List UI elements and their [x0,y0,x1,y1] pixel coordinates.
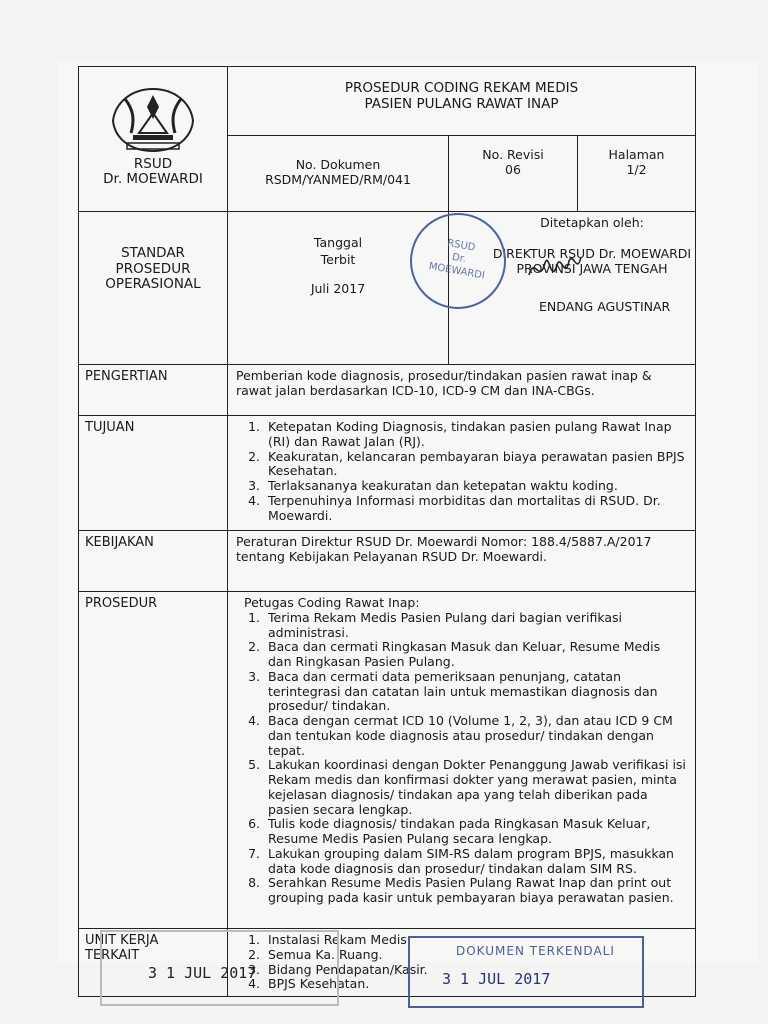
kebijakan-text: Peraturan Direktur RSUD Dr. Moewardi Nomor: 188.4/5887.A/2017 tentang Kebijakan Pelayanan RSUD Dr. Moewardi. [228,531,696,592]
prosedur-item: 3. Baca dan cermati data pemeriksaan penunjang, catatan terintegrasi dan catatan lain untuk memastikan diagnosis dan prosedur/ tindakan. [264,670,687,714]
prosedur-item: 1. Terima Rekam Medis Pasien Pulang dari bagian verifikasi administrasi. [264,611,687,641]
date-stamp-left [100,930,339,1006]
revision-value: 06 [505,161,521,177]
approved-by-label: Ditetapkan oleh: [540,215,644,230]
tujuan-item: 3. Terlaksananya keakuratan dan ketepatan waktu koding. [264,479,687,494]
revision-cell [449,136,578,212]
sop-line-2: PROSEDUR [115,260,191,277]
prosedur-item: 7. Lakukan grouping dalam SIM-RS dalam program BPJS, masukkan data kode diagnosis dan prosedur/ tindakan dalam SIM RS. [264,847,687,877]
tujuan-list [236,420,687,523]
tujuan-item: 4. Terpenuhinya Informasi morbiditas dan mortalitas di RSUD. Dr. Moewardi. [264,494,687,524]
kebijakan-label: KEBIJAKAN [79,531,228,592]
prosedur-item: 5. Lakukan koordinasi dengan Dokter Penanggung Jawab verifikasi isi Rekam medis dan konfirmasi dokter yang merawat pasien, minta kejelasan diagnosis/ tindakan apa yang telah diberikan pada pasien secara lengkap. [264,758,687,817]
unit-item: 2. Semua Ka. Ruang. [264,948,687,963]
unit-item: 1. Instalasi Rekam Medis. [264,933,687,948]
signer-name: ENDANG AGUSTINAR [539,299,671,314]
sop-line-3: OPERASIONAL [105,276,201,293]
director-line-2: PROVINSI JAWA TENGAH [516,260,668,276]
tujuan-content [228,416,696,531]
prosedur-item: 6. Tulis kode diagnosis/ tindakan pada Ringkasan Masuk Keluar, Resume Medis Pasien Pulang secara lengkap. [264,817,687,847]
director-line-1: DIREKTUR RSUD Dr. MOEWARDI [492,245,692,261]
signature-icon [525,245,585,295]
prosedur-item: 2. Baca dan cermati Ringkasan Masuk dan Keluar, Resume Medis dan Ringkasan Pasien Pulang. [264,640,687,670]
page-label: Halaman [608,147,665,162]
tujuan-item: 2. Keakuratan, kelancaran pembayaran biaya perawatan pasien BPJS Kesehatan. [264,450,687,480]
page-value: 1/2 [626,161,647,177]
hospital-full: Dr. MOEWARDI [103,171,203,188]
hospital-name [79,157,227,187]
issue-date-value: Juli 2017 [310,280,366,296]
issue-date-label-2: Terbit [320,251,356,267]
prosedur-item: 4. Baca dengan cermat ICD 10 (Volume 1, 2, 3), dan atau ICD 9 CM dan tentukan kode diagnosis atau prosedur/ tindakan dengan tepat. [264,714,687,758]
prosedur-label: PROSEDUR [79,592,228,929]
page-cell [578,136,696,212]
prosedur-list [236,611,687,906]
revision-label: No. Revisi [482,147,544,162]
date-stamp-left-text: 3 1 JUL 2017 [148,964,257,982]
unit-label-line-2: TERKAIT [85,948,140,964]
unit-item: 4. BPJS Kesehatan. [264,977,687,992]
issue-date-label-1: Tanggal [313,235,363,250]
title-line-1: PROSEDUR CODING REKAM MEDIS [344,80,579,96]
round-stamp-line-1: RSUD [446,237,477,254]
round-stamp [410,213,506,309]
pengertian-label: PENGERTIAN [79,365,228,416]
document-title [228,67,696,136]
pengertian-text: Pemberian kode diagnosis, prosedur/tindakan pasien rawat inap & rawat jalan berdasarkan ICD-10, ICD-9 CM dan INA-CBGs. [228,365,696,416]
title-line-2: PASIEN PULANG RAWAT INAP [364,95,559,112]
prosedur-intro: Petugas Coding Rawat Inap: [244,595,420,610]
jawa-tengah-emblem [105,85,201,155]
sop-label-cell [79,212,228,365]
controlled-stamp [408,936,644,1008]
doc-number-label: No. Dokumen [295,157,381,172]
round-stamp-line-2: Dr. MOEWARDI [427,251,486,282]
prosedur-content [228,592,696,929]
controlled-label: DOKUMEN TERKENDALI [456,944,615,958]
doc-number-cell [228,136,449,212]
tujuan-item: 1. Ketepatan Koding Diagnosis, tindakan pasien pulang Rawat Inap (RI) dan Rawat Jalan (RJ). [264,420,687,450]
doc-number-value: RSDM/YANMED/RM/041 [265,171,411,187]
sop-line-1: STANDAR [121,245,185,261]
logo-cell [79,67,228,212]
unit-item: 3. Bidang Pendapatan/Kasir. [264,963,687,978]
tujuan-label: TUJUAN [79,416,228,531]
unit-label-line-1: UNIT KERJA [85,933,159,948]
sop-table [78,66,696,997]
hospital-short: RSUD [133,156,173,172]
prosedur-item: 8. Serahkan Resume Medis Pasien Pulang Rawat Inap dan print out grouping pada kasir untuk pembayaran biaya perawatan pasien. [264,876,687,906]
date-stamp-right-text: 3 1 JUL 2017 [442,970,551,988]
issue-date-cell [228,212,449,365]
